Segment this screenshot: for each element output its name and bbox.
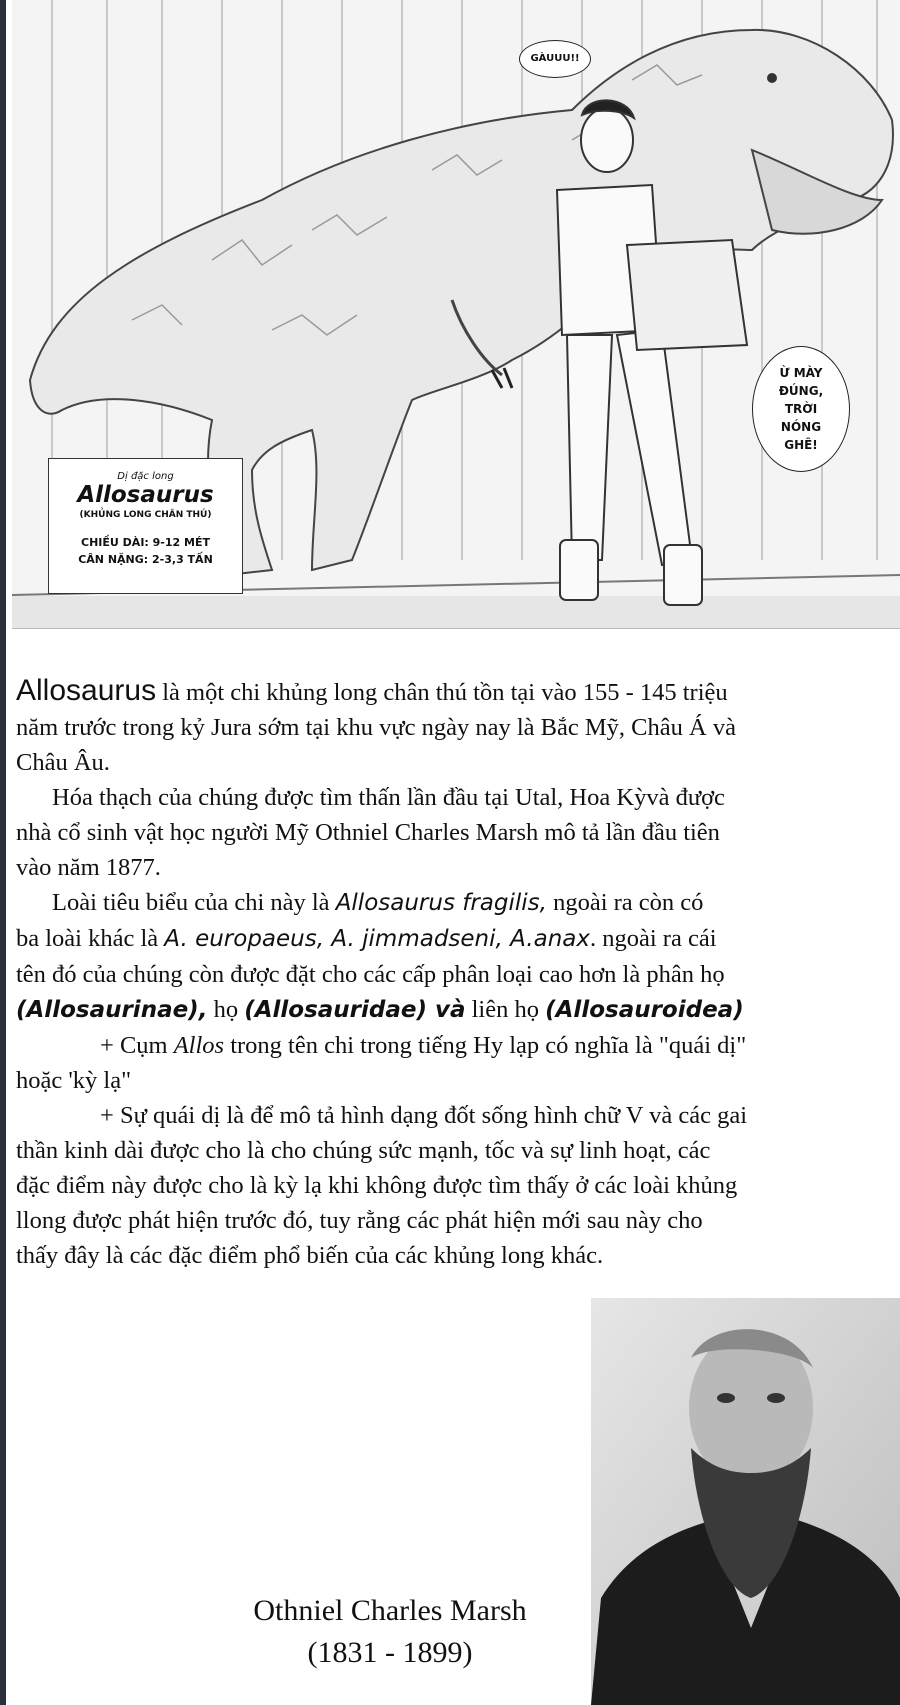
species-weight: CÂN NẶNG: 2-3,3 TẤN [78,553,213,566]
paragraph-line: thần kinh dài được cho là cho chúng sức mạnh, tốc và sự linh hoạt, các [16,1137,711,1164]
paragraph-line: Châu Âu. [16,749,110,776]
paragraph-line: + Cụm Allos trong tên chi trong tiếng Hy lạp có nghĩa là "quái dị" [100,1032,747,1059]
paragraph-line: llong được phát hiện trước đó, tuy rằng các phát hiện mới sau này cho [16,1207,703,1234]
sound-effect-bubble: GÀUUU!! [519,40,591,78]
species-category: Dị đặc long [117,471,174,482]
paragraph-line: hoặc 'kỳ lạ" [16,1067,132,1094]
article-body [16,673,900,1273]
paragraph-line: tên đó của chúng còn được đặt cho các cấp phân loại cao hơn là phân họ [16,961,725,988]
paragraph-line: vào năm 1877. [16,854,161,881]
speech-line: ĐÚNG, [778,384,824,398]
paragraph-line: nhà cổ sinh vật học người Mỹ Othniel Charles Marsh mô tả lần đầu tiên [16,819,720,846]
paragraph-line: Loài tiêu biểu của chi này là Allosaurus fragilis, ngoài ra còn có [52,889,704,916]
paragraph-line: năm trước trong kỷ Jura sớm tại khu vực ngày nay là Bắc Mỹ, Châu Á và [16,714,736,741]
lead-word: Allosaurus [16,674,157,707]
manga-panel [12,0,900,629]
paragraph-line: thấy đây là các đặc điểm phổ biến của các khủng long khác. [16,1242,604,1269]
speech-line: GHÊ! [784,438,818,452]
portrait-photo [591,1298,900,1705]
speech-line: Ừ MÀY [779,366,823,380]
species-length: CHIỀU DÀI: 9-12 MÉT [81,536,210,549]
species-name: Allosaurus [77,482,214,508]
speech-bubble [752,346,850,472]
species-subtitle: (KHỦNG LONG CHÂN THÚ) [79,510,212,520]
portrait-caption [230,1590,550,1674]
caption-name: Othniel Charles Marsh [253,1594,527,1627]
paragraph-line: (Allosaurinae), họ (Allosauridae) và liên họ (Allosauroidea) [16,996,744,1023]
paragraph-line: Hóa thạch của chúng được tìm thấn lần đầu tại Utal, Hoa Kỳvà được [52,784,725,811]
paragraph-line: ba loài khác là A. europaeus, A. jimmadseni, A.anax. ngoài ra cái [16,925,717,952]
portrait-image [591,1298,900,1705]
paragraph-line: + Sự quái dị là để mô tả hình dạng đốt sống hình chữ V và các gai [100,1102,748,1129]
paragraph-line: Allosaurus là một chi khủng long chân thú tồn tại vào 155 - 145 triệu [16,674,728,707]
left-edge-bar [0,0,6,1705]
paragraph-line: đặc điểm này được cho là kỳ lạ khi không được tìm thấy ở các loài khủng [16,1172,738,1199]
species-info-box [48,458,243,594]
speech-line: TRỜI [784,402,818,416]
caption-years: (1831 - 1899) [307,1636,473,1669]
speech-line: NÓNG [780,420,822,434]
